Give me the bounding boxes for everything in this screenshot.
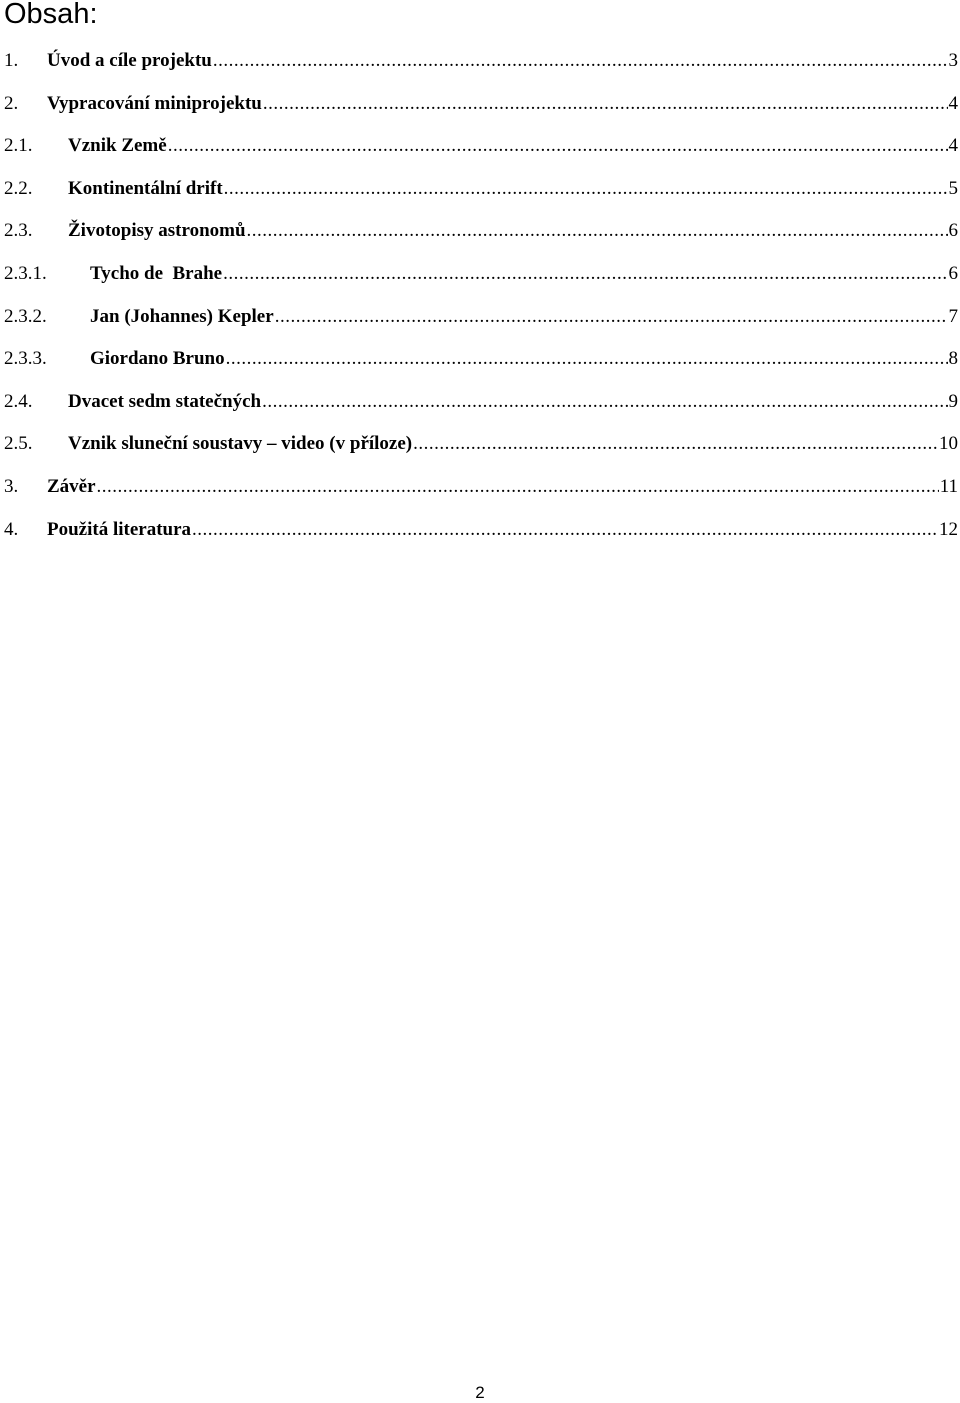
toc-entry-number: 2.3.: [4, 220, 33, 242]
toc-entry[interactable]: [4, 135, 958, 178]
toc-entry-title: Jan (Johannes) Kepler: [90, 305, 274, 327]
toc-entry[interactable]: [4, 178, 958, 221]
toc-entry-number: 2.5.: [4, 433, 33, 455]
toc-entry-page: 4: [948, 135, 958, 157]
toc-entry-page: 4: [948, 92, 958, 114]
toc-entry[interactable]: [4, 519, 958, 562]
dot-leader: [192, 519, 938, 541]
page-number: 2: [475, 1383, 485, 1402]
toc-entry-page: 6: [948, 220, 958, 242]
toc-entry-title: Úvod a cíle projektu: [47, 50, 212, 71]
dot-leader: [223, 263, 947, 285]
toc-entry-number: 4.: [4, 518, 19, 540]
toc-entry-page: 3: [948, 50, 958, 71]
dot-leader: [247, 220, 948, 242]
toc-entry[interactable]: [4, 306, 958, 349]
toc-entry-page: 9: [948, 390, 958, 412]
toc-entry[interactable]: [4, 263, 958, 306]
toc-entry-page: 12: [939, 518, 958, 540]
toc-entry[interactable]: [4, 433, 958, 476]
toc-entry-number: 2.3.3.: [4, 348, 47, 370]
toc-entry-number: 2.3.1.: [4, 262, 47, 284]
dot-leader: [263, 93, 948, 115]
toc-entry-title: Závěr: [47, 475, 96, 497]
toc-entry-title: Kontinentální drift: [68, 177, 223, 199]
dot-leader: [262, 391, 947, 413]
dot-leader: [224, 178, 948, 200]
toc-heading: Obsah:: [4, 0, 98, 30]
toc-entry-page: 8: [948, 348, 958, 370]
dot-leader: [413, 433, 938, 455]
toc-entry[interactable]: [4, 476, 958, 519]
toc-entry-number: 1.: [4, 50, 19, 71]
toc-entry[interactable]: [4, 348, 958, 391]
toc-entry-page: 11: [939, 475, 958, 497]
toc-entry[interactable]: [4, 220, 958, 263]
toc-entry-page: 5: [948, 177, 958, 199]
toc-entry[interactable]: [4, 93, 958, 136]
toc-entry-title: Vznik Země: [68, 135, 167, 157]
dot-leader: [275, 306, 948, 328]
toc-entry-number: 2.3.2.: [4, 305, 47, 327]
toc-entry-title: Dvacet sedm statečných: [68, 390, 262, 412]
dot-leader: [213, 50, 948, 72]
toc-entry-page: 10: [939, 433, 958, 455]
toc-entry-page: 6: [948, 262, 958, 284]
toc-entry[interactable]: [4, 391, 958, 434]
dot-leader: [226, 348, 948, 370]
toc-entry-title: Vypracování miniprojektu: [47, 92, 262, 114]
toc-entry-title: Tycho de Brahe: [90, 262, 223, 284]
toc-entry-number: 3.: [4, 475, 19, 497]
table-of-contents: [4, 50, 958, 561]
toc-entry-number: 2.: [4, 92, 19, 114]
toc-entry-number: 2.1.: [4, 135, 33, 157]
dot-leader: [168, 135, 948, 157]
dot-leader: [97, 476, 939, 498]
toc-entry-number: 2.2.: [4, 177, 33, 199]
toc-entry-title: Použitá literatura: [47, 518, 192, 540]
toc-entry-title: Giordano Bruno: [90, 348, 225, 370]
toc-entry[interactable]: [4, 50, 958, 93]
toc-entry-page: 7: [948, 305, 958, 327]
toc-entry-title: Vznik sluneční soustavy – video (v příloze): [68, 433, 413, 455]
toc-entry-number: 2.4.: [4, 390, 33, 412]
toc-entry-title: Životopisy astronomů: [68, 220, 246, 242]
